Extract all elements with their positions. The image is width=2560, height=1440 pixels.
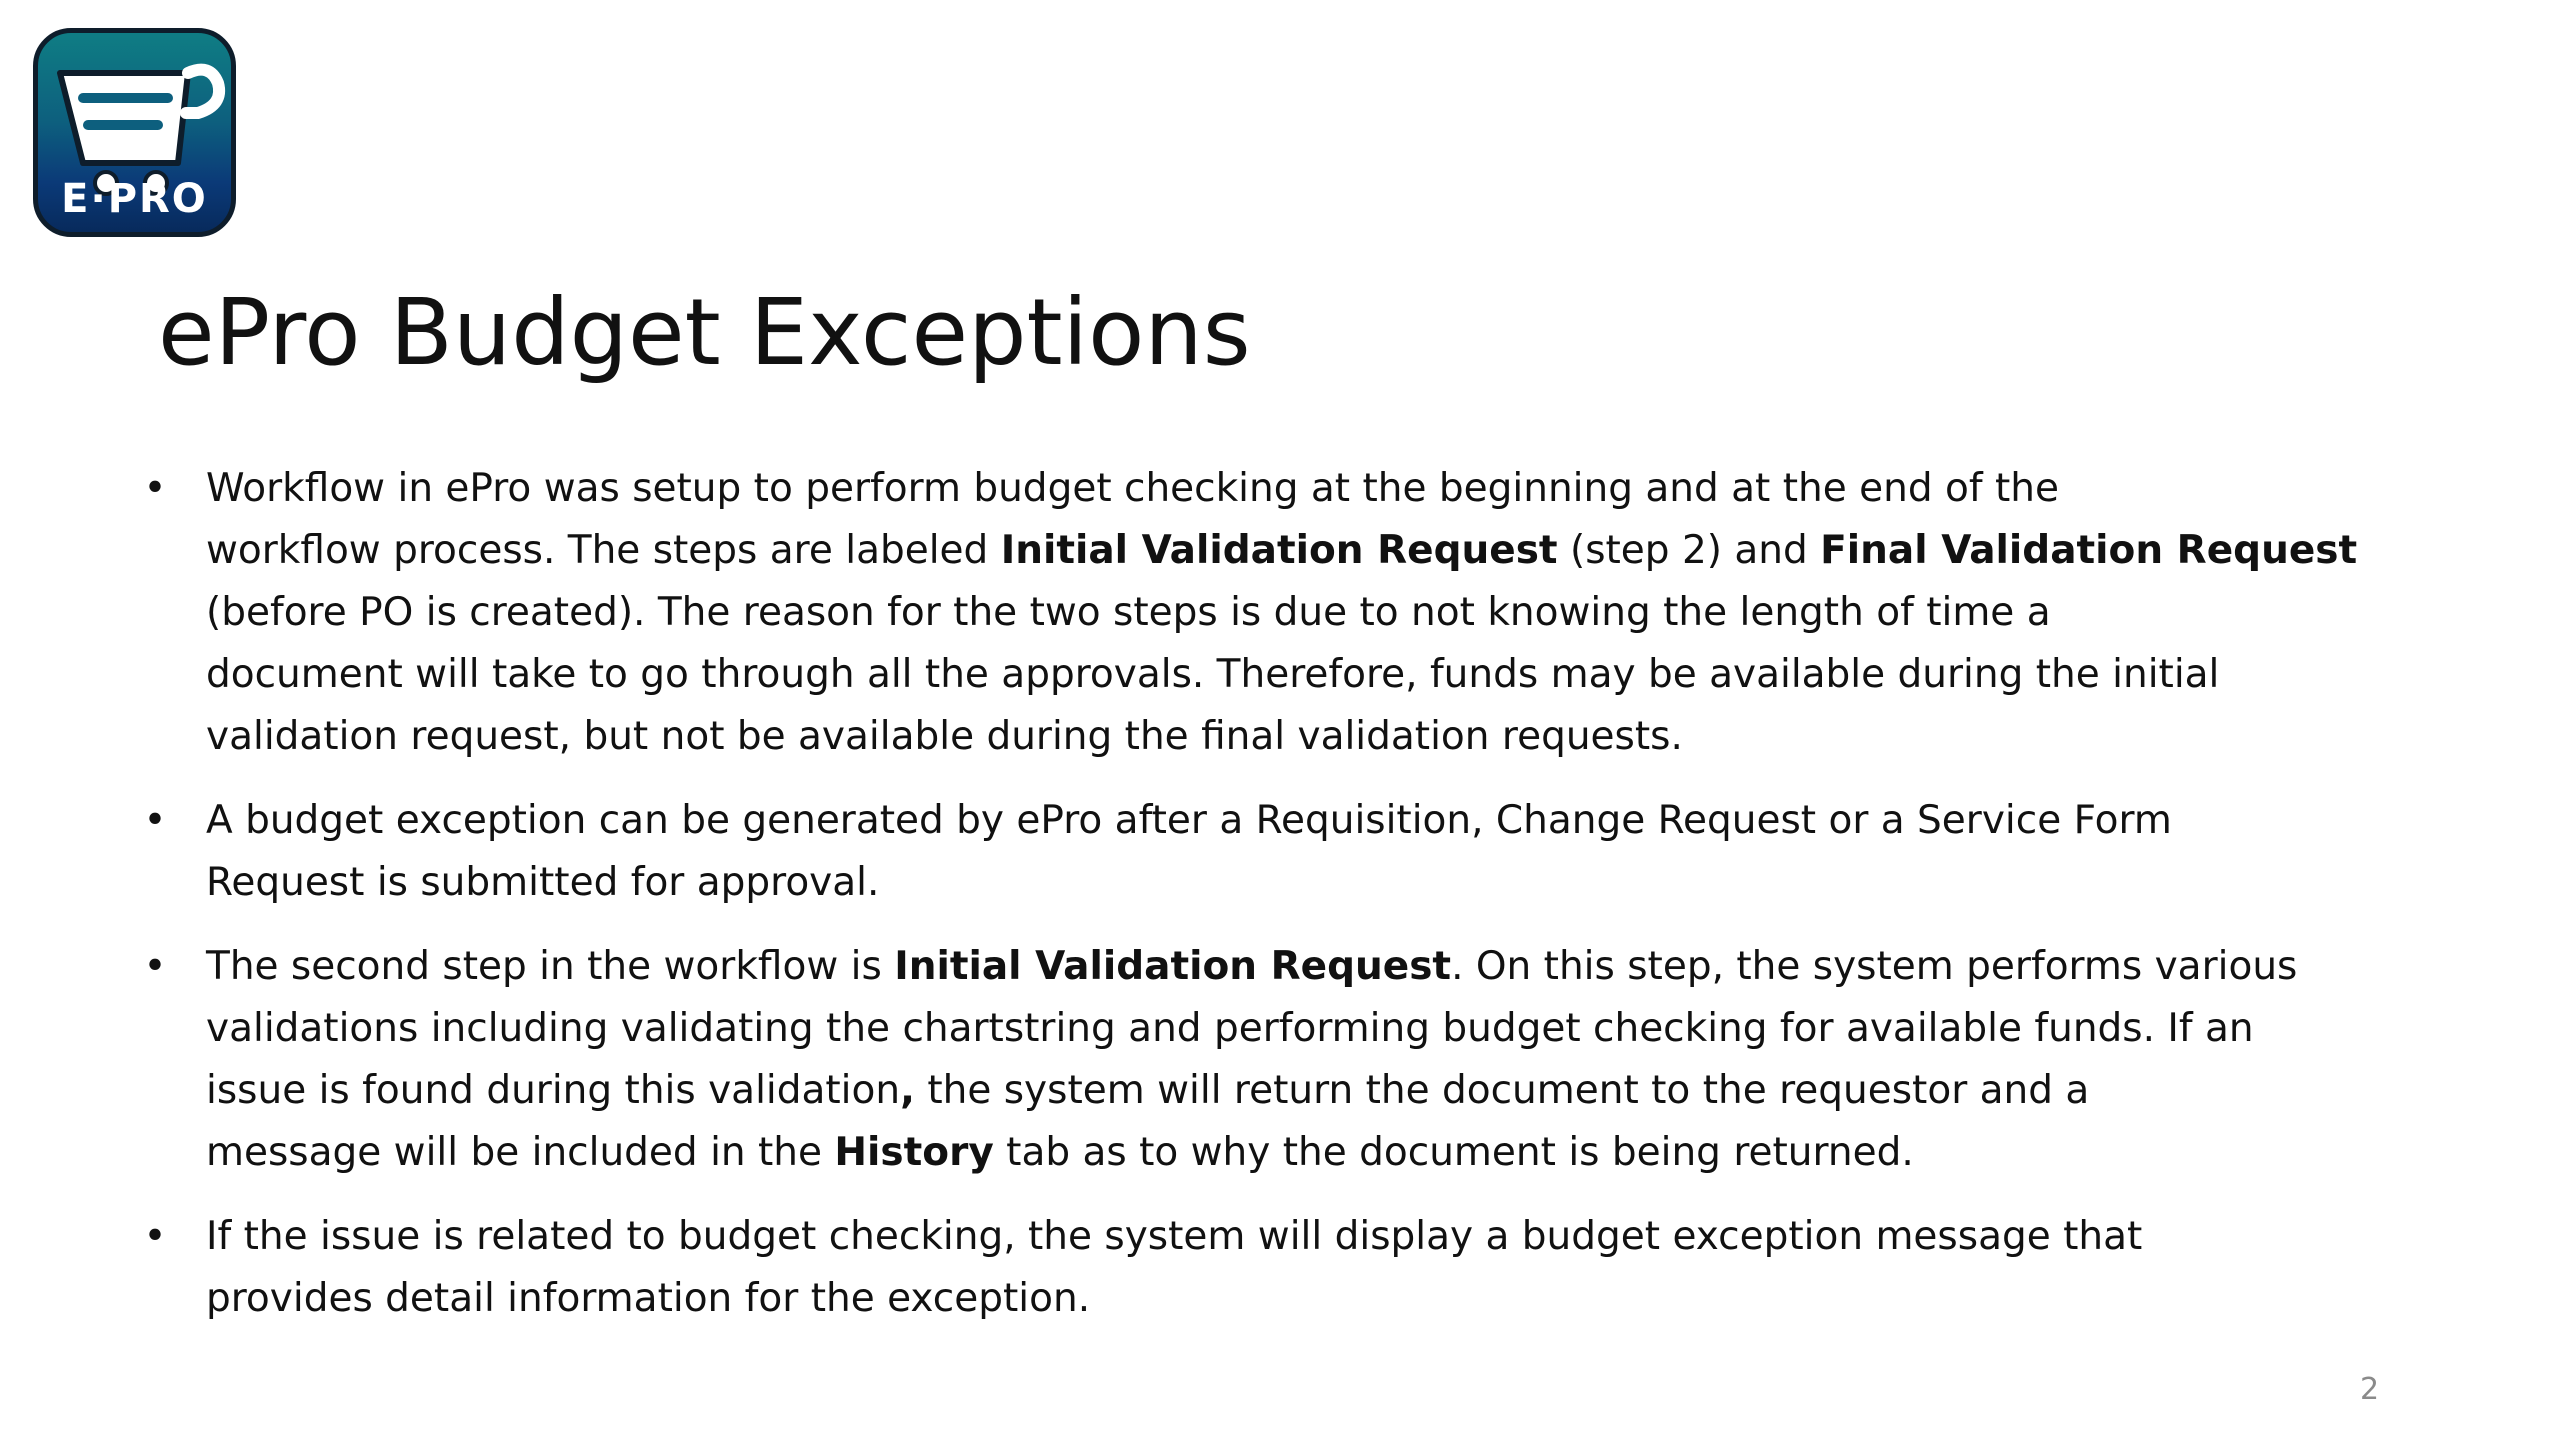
bullet-line [206,706,2280,768]
bullet-line [206,520,2358,582]
text-run: message will be included in the [206,1130,835,1175]
bullet-dot-icon: • [143,1214,167,1259]
bullet-line [206,998,2280,1060]
text-run: A budget exception can be generated by ePro after a Requisition, Change Request or a Service Form [206,798,2172,843]
bullet-item [140,458,2358,768]
text-run: provides detail information for the exception. [206,1276,1091,1321]
bullet-line [206,458,2280,520]
text-run: (step 2) and [1557,528,1821,573]
page-number: 2 [2360,1372,2380,1407]
bullet-line [206,852,2280,914]
bullet-item [140,790,2280,914]
bullet-line [206,936,2298,998]
epro-logo [33,28,236,237]
text-run: workflow process. The steps are labeled [206,528,1001,573]
text-run: Workflow in ePro was setup to perform budget checking at the beginning and at the end of the [206,466,2059,511]
text-run: validation request, but not be available during the final validation requests. [206,714,1683,759]
bullet-line [206,790,2280,852]
text-run: issue is found during this validation [206,1068,901,1113]
text-run: The second step in the workflow is [206,944,895,989]
text-run: validations including validating the chartstring and performing budget checking for available funds. If an [206,1006,2254,1051]
text-run: (before PO is created). The reason for the two steps is due to not knowing the length of time a [206,590,2051,635]
bullet-line [206,1122,2280,1184]
bullet-line [206,1268,2280,1330]
bullet-item [140,1206,2280,1330]
bullet-line [206,644,2280,706]
bullet-dot-icon: • [143,798,167,843]
text-run: If the issue is related to budget checking, the system will display a budget exception message that [206,1214,2143,1259]
slide-title: ePro Budget Exceptions [158,279,1251,386]
bullet-item [140,936,2298,1184]
bullet-dot-icon: • [143,944,167,989]
bold-text: Initial Validation Request [1000,528,1558,573]
bold-text: , [900,1068,915,1113]
bullet-line [206,1060,2280,1122]
bold-text: Initial Validation Request [894,944,1452,989]
logo-text: E·PRO [61,176,208,222]
text-run: the system will return the document to the requestor and a [914,1068,2090,1113]
bold-text: Final Validation Request [1820,528,2358,573]
text-run: Request is submitted for approval. [206,860,880,905]
text-run: tab as to why the document is being returned. [993,1130,1914,1175]
text-run: . On this step, the system performs various [1451,944,2298,989]
bullet-dot-icon: • [143,466,167,511]
bullet-list [140,458,2358,1352]
bullet-line [206,582,2280,644]
bold-text: History [834,1130,994,1175]
text-run: document will take to go through all the approvals. Therefore, funds may be available during the initial [206,652,2220,697]
bullet-line [206,1206,2280,1268]
